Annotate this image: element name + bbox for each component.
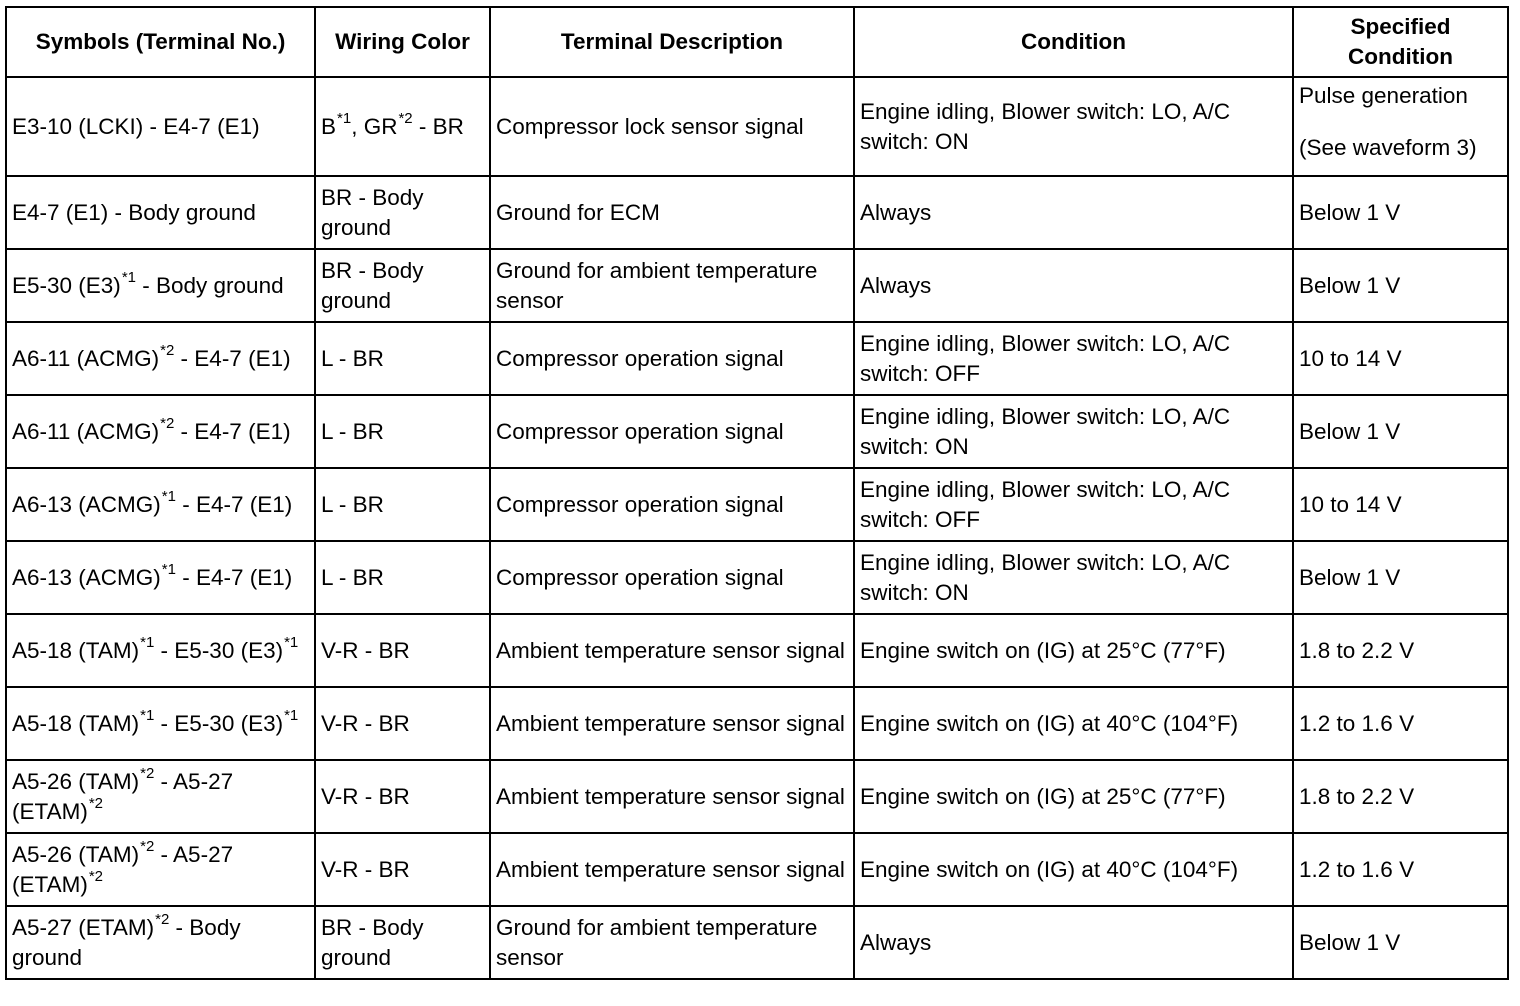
symbol-cell — [6, 833, 315, 906]
wiring-cell — [315, 614, 490, 687]
wiring-cell — [315, 760, 490, 833]
table-row — [6, 395, 1508, 468]
wiring-text: L - BR — [321, 345, 384, 371]
wiring-text: V-R - BR — [321, 783, 410, 809]
symbol-cell — [6, 614, 315, 687]
wiring-text: , GR — [351, 113, 398, 139]
symbol-cell — [6, 760, 315, 833]
symbol-cell — [6, 249, 315, 322]
condition-cell: Always — [854, 249, 1293, 322]
symbol-text: A5-18 (TAM) — [12, 637, 140, 663]
wiring-text: L - BR — [321, 491, 384, 517]
wiring-cell — [315, 906, 490, 979]
header-symbols: Symbols (Terminal No.) — [6, 7, 315, 77]
specified-cell: 1.2 to 1.6 V — [1293, 687, 1508, 760]
symbol-text: A5-18 (TAM) — [12, 710, 140, 736]
specified-line: Pulse generation — [1299, 83, 1468, 108]
footnote-mark: *1 — [337, 109, 352, 127]
symbol-cell — [6, 687, 315, 760]
header-terminal-description: Terminal Description — [490, 7, 854, 77]
condition-cell: Engine switch on (IG) at 25°C (77°F) — [854, 760, 1293, 833]
symbol-text: - Body ground — [12, 914, 241, 970]
table-row — [6, 906, 1508, 979]
wiring-text: BR - Body ground — [321, 257, 424, 313]
symbol-cell — [6, 906, 315, 979]
description-cell: Ambient temperature sensor signal — [490, 687, 854, 760]
description-cell: Ground for ECM — [490, 176, 854, 249]
symbol-cell — [6, 77, 315, 176]
specified-cell: Below 1 V — [1293, 176, 1508, 249]
description-cell: Ground for ambient temperature sensor — [490, 906, 854, 979]
footnote-mark: *2 — [88, 867, 104, 885]
footnote-mark: *1 — [161, 560, 176, 578]
footnote-mark: *2 — [398, 109, 413, 127]
description-cell: Compressor lock sensor signal — [490, 77, 854, 176]
wiring-text: V-R - BR — [321, 710, 410, 736]
footnote-mark: *1 — [284, 706, 299, 724]
description-cell: Compressor operation signal — [490, 322, 854, 395]
symbol-text: E3-10 (LCKI) - E4-7 (E1) — [12, 113, 260, 139]
condition-cell: Engine idling, Blower switch: LO, A/C switch: ON — [854, 77, 1293, 176]
table-row — [6, 833, 1508, 906]
condition-cell: Engine idling, Blower switch: LO, A/C switch: OFF — [854, 322, 1293, 395]
wiring-text: BR - Body ground — [321, 914, 424, 970]
symbol-text: A6-13 (ACMG) — [12, 491, 161, 517]
symbol-cell — [6, 176, 315, 249]
table-row — [6, 614, 1508, 687]
footnote-mark: *1 — [121, 268, 136, 286]
wiring-cell — [315, 687, 490, 760]
condition-cell: Engine switch on (IG) at 25°C (77°F) — [854, 614, 1293, 687]
wiring-cell — [315, 395, 490, 468]
footnote-mark: *2 — [155, 910, 170, 928]
symbol-text: - E4-7 (E1) — [175, 491, 293, 517]
specified-cell: 10 to 14 V — [1293, 468, 1508, 541]
symbol-cell — [6, 468, 315, 541]
table-row — [6, 249, 1508, 322]
description-cell: Compressor operation signal — [490, 541, 854, 614]
wiring-cell — [315, 322, 490, 395]
table-row — [6, 468, 1508, 541]
wiring-cell — [315, 541, 490, 614]
footnote-mark: *1 — [161, 487, 176, 505]
table-row — [6, 760, 1508, 833]
symbol-text: - E4-7 (E1) — [175, 564, 293, 590]
table-row — [6, 687, 1508, 760]
wiring-cell — [315, 833, 490, 906]
specified-cell: 1.2 to 1.6 V — [1293, 833, 1508, 906]
table-header-row — [6, 7, 1508, 77]
wiring-cell — [315, 77, 490, 176]
condition-cell: Engine idling, Blower switch: LO, A/C switch: ON — [854, 395, 1293, 468]
condition-cell: Engine idling, Blower switch: LO, A/C switch: OFF — [854, 468, 1293, 541]
description-cell: Ambient temperature sensor signal — [490, 833, 854, 906]
specified-cell: Below 1 V — [1293, 249, 1508, 322]
table-row — [6, 541, 1508, 614]
wiring-cell — [315, 468, 490, 541]
wiring-cell — [315, 249, 490, 322]
symbol-text: - E5-30 (E3) — [154, 637, 284, 663]
wiring-text: L - BR — [321, 564, 384, 590]
specified-cell: Below 1 V — [1293, 906, 1508, 979]
table-row — [6, 322, 1508, 395]
specified-cell: 10 to 14 V — [1293, 322, 1508, 395]
footnote-mark: *1 — [140, 633, 155, 651]
condition-cell: Engine switch on (IG) at 40°C (104°F) — [854, 687, 1293, 760]
footnote-mark: *2 — [88, 794, 104, 812]
description-cell: Ground for ambient temperature sensor — [490, 249, 854, 322]
specified-cell: Below 1 V — [1293, 395, 1508, 468]
symbol-cell — [6, 322, 315, 395]
footnote-mark: *1 — [284, 633, 299, 651]
table-row — [6, 176, 1508, 249]
condition-cell: Always — [854, 906, 1293, 979]
symbol-text: A5-26 (TAM) — [12, 841, 140, 867]
symbol-text: A6-13 (ACMG) — [12, 564, 161, 590]
header-wiring-color: Wiring Color — [315, 7, 490, 77]
wiring-text: V-R - BR — [321, 637, 410, 663]
wiring-text: V-R - BR — [321, 856, 410, 882]
footnote-mark: *2 — [160, 341, 175, 359]
footnote-mark: *1 — [140, 706, 155, 724]
symbol-text: - A5-27 (ETAM) — [12, 768, 234, 824]
description-cell: Compressor operation signal — [490, 395, 854, 468]
footnote-mark: *2 — [140, 837, 155, 855]
specified-line: (See waveform 3) — [1299, 135, 1477, 160]
footnote-mark: *2 — [160, 414, 175, 432]
table-row — [6, 77, 1508, 176]
symbol-text: - E5-30 (E3) — [154, 710, 284, 736]
description-cell: Ambient temperature sensor signal — [490, 614, 854, 687]
condition-cell: Always — [854, 176, 1293, 249]
footnote-mark: *2 — [140, 764, 155, 782]
condition-cell: Engine idling, Blower switch: LO, A/C switch: ON — [854, 541, 1293, 614]
condition-cell: Engine switch on (IG) at 40°C (104°F) — [854, 833, 1293, 906]
symbol-text: E5-30 (E3) — [12, 272, 121, 298]
symbol-text: A6-11 (ACMG) — [12, 418, 160, 444]
description-cell: Compressor operation signal — [490, 468, 854, 541]
symbol-cell — [6, 541, 315, 614]
wiring-text: L - BR — [321, 418, 384, 444]
symbol-text: E4-7 (E1) - Body ground — [12, 199, 256, 225]
symbol-text: A5-27 (ETAM) — [12, 914, 155, 940]
wiring-text: BR - Body ground — [321, 184, 424, 240]
terminal-spec-table — [5, 6, 1509, 980]
specified-cell: 1.8 to 2.2 V — [1293, 614, 1508, 687]
symbol-text: - E4-7 (E1) — [174, 418, 291, 444]
symbol-text: - Body ground — [136, 272, 284, 298]
specified-cell: Below 1 V — [1293, 541, 1508, 614]
symbol-text: A6-11 (ACMG) — [12, 345, 160, 371]
symbol-text: - E4-7 (E1) — [174, 345, 291, 371]
wiring-text: - BR — [412, 113, 464, 139]
symbol-text: - A5-27 (ETAM) — [12, 841, 234, 897]
wiring-text: B — [321, 113, 337, 139]
specified-cell — [1293, 77, 1508, 176]
header-condition: Condition — [854, 7, 1293, 77]
description-cell: Ambient temperature sensor signal — [490, 760, 854, 833]
symbol-cell — [6, 395, 315, 468]
header-specified-condition: Specified Condition — [1293, 7, 1508, 77]
specified-cell: 1.8 to 2.2 V — [1293, 760, 1508, 833]
wiring-cell — [315, 176, 490, 249]
symbol-text: A5-26 (TAM) — [12, 768, 140, 794]
